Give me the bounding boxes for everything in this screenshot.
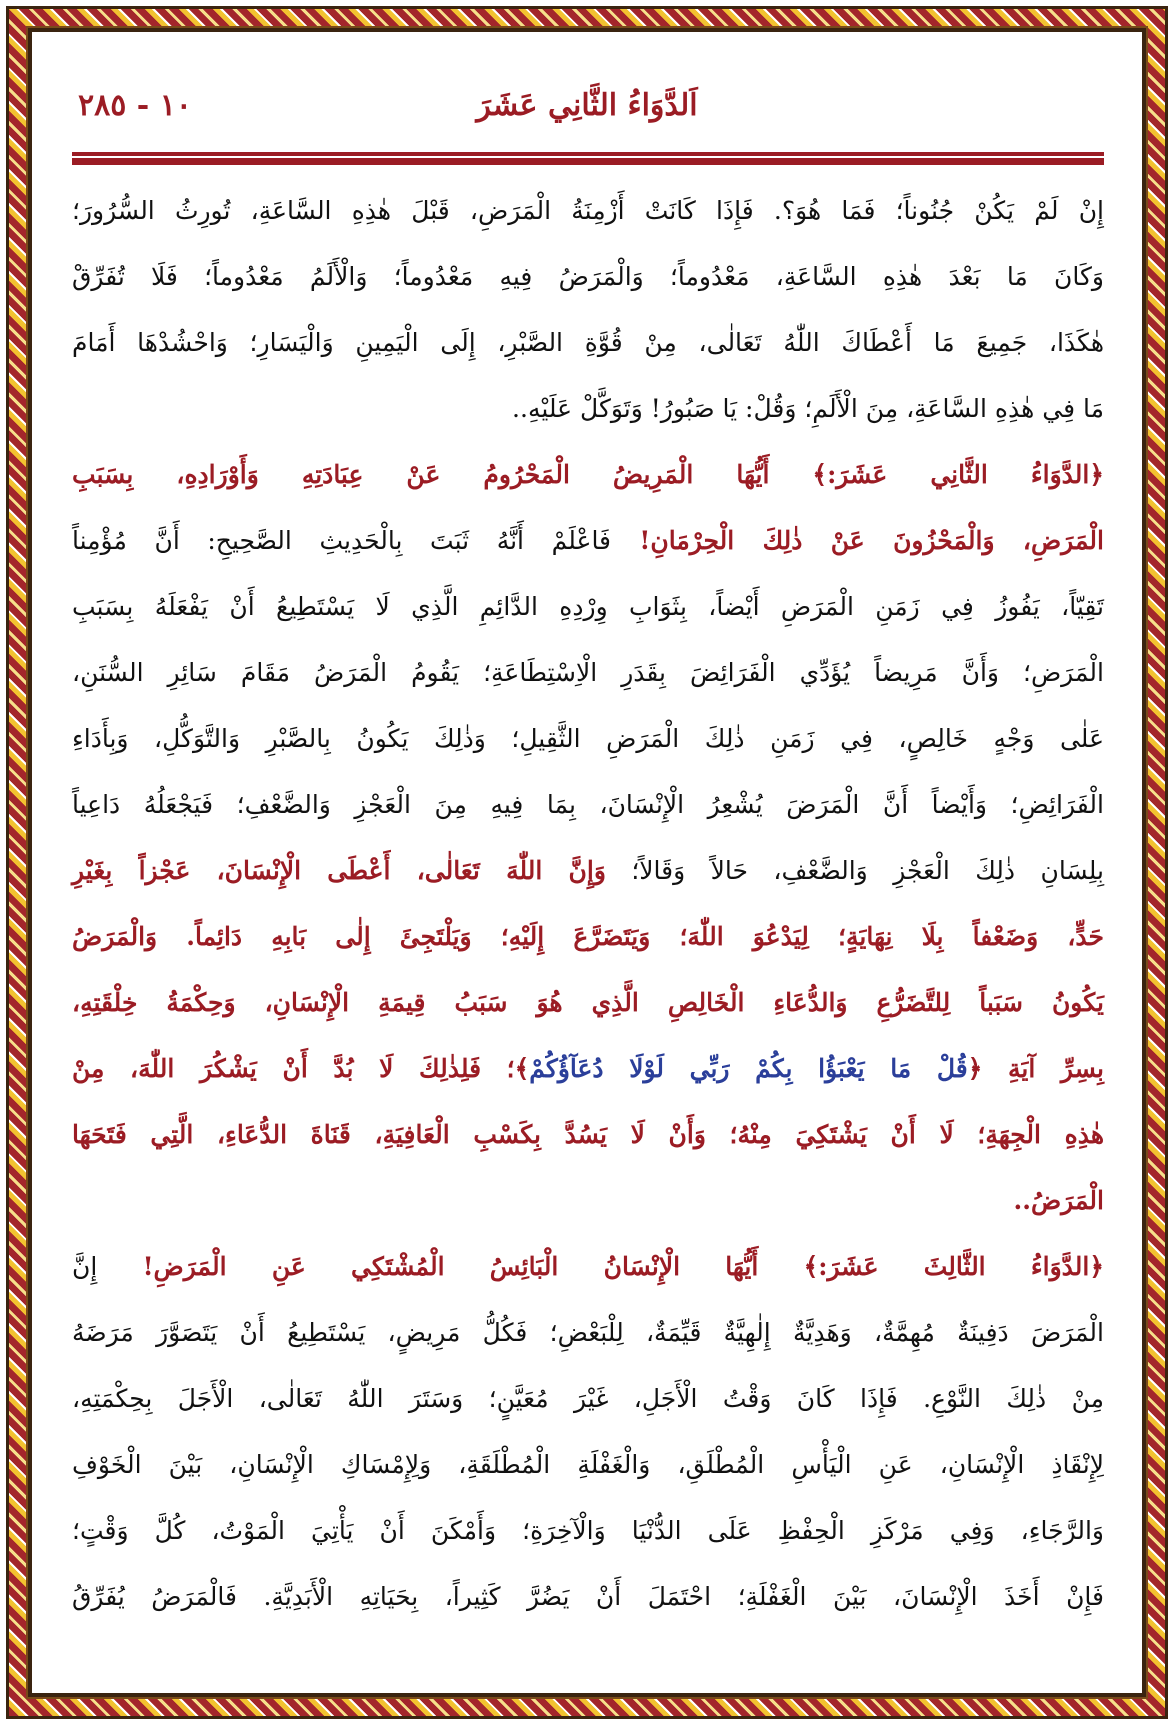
highlighted-text: وَإِنَّ اللّٰهَ تَعَالٰى، أَعْطَى الْإِنْسَانَ، عَجْزاً بِغَيْرِ (72, 856, 606, 885)
text-segment: فَاعْلَمْ أَنَّهُ ثَبَتَ بِالْحَدِيثِ الصَّحِيحِ: أَنَّ مُؤْمِناً (72, 526, 612, 555)
highlighted-text: هٰذِهِ الْجِهَةِ؛ لَا أَنْ يَشْتَكِيَ مِنْهُ؛ وَأَنْ لَا يَسُدَّ بِكَسْبِ الْعَافِيَةِ، قَنَاةَ الدُّعَاءِ، الَّتِي فَتَحَهَا (72, 1120, 1104, 1149)
text-segment: لِإِنْقَاذِ الْإِنْسَانِ، عَنِ الْيَأْسِ الْمُطْلَقِ، وَالْغَفْلَةِ الْمُطْلَقَةِ، وَلِإِمْسَاكِ الْإِنْسَانِ، بَيْنَ الْخَوْفِ (72, 1450, 1104, 1479)
text-line (72, 848, 1104, 914)
text-line (72, 980, 1104, 1046)
text-line (72, 1178, 1104, 1244)
text-segment: مِنْ ذٰلِكَ النَّوْعِ. فَإِذَا كَانَ وَقْتُ الْأَجَلِ، غَيْرَ مُعَيَّنٍ؛ وَسَتَرَ اللّٰهُ تَعَالٰى، الْأَجَلَ بِحِكْمَتِهِ، (72, 1384, 1104, 1413)
highlighted-text: حَدٍّ، وَضَعْفاً بِلَا نِهَايَةٍ؛ لِيَدْعُوَ اللّٰهَ؛ وَيَتَضَرَّعَ إِلَيْهِ؛ وَيَلْتَجِئَ إِلٰى بَابِهِ دَائِماً. وَالْمَرَضُ (72, 922, 1104, 951)
quran-verse: قُلْ مَا يَعْبَؤُا بِكُمْ رَبِّي لَوْلَا دُعَآؤُكُمْ (529, 1054, 968, 1083)
header-rule-thin (72, 152, 1104, 156)
text-line (72, 1046, 1104, 1112)
text-segment: مَا فِي هٰذِهِ السَّاعَةِ، مِنَ الْأَلَمِ؛ وَقُلْ: يَا صَبُورُ! وَتَوَكَّلْ عَلَيْهِ.. (512, 394, 1104, 423)
highlighted-text: ﴿الدَّوَاءُ الثَّانِي عَشَرَ:﴾ أَيُّهَا الْمَرِيضُ الْمَحْرُومُ عَنْ عِبَادَتِهِ وَأَوْرَادِهِ، بِسَبَبِ (72, 460, 1104, 489)
text-segment: بِلِسَانِ ذٰلِكَ الْعَجْزِ وَالضَّعْفِ، حَالاً وَقَالاً؛ (605, 856, 1104, 885)
text-line (72, 1574, 1104, 1640)
text-line (72, 914, 1104, 980)
text-line (72, 188, 1104, 254)
highlighted-text: يَكُونُ سَبَباً لِلتَّضَرُّعِ وَالدُّعَاءِ الْخَالِصِ الَّذِي هُوَ سَبَبُ قِيمَةِ الْإِنْسَانِ، وَحِكْمَةُ خِلْقَتِهِ، (72, 988, 1104, 1017)
text-line (72, 386, 1104, 452)
text-line (72, 1244, 1104, 1310)
text-segment: فَإِنْ أَخَذَ الْإِنْسَانَ، بَيْنَ الْغَفْلَةِ؛ احْتَمَلَ أَنْ يَضُرَّ كَثِيراً، بِحَيَاتِهِ الْأَبَدِيَّةِ. فَالْمَرَضُ يُفَرِّقُ (72, 1582, 1104, 1611)
text-segment: وَكَانَ مَا بَعْدَ هٰذِهِ السَّاعَةِ، مَعْدُوماً؛ وَالْمَرَضُ فِيهِ مَعْدُوماً؛ وَالْأَلَمُ مَعْدُوماً؛ فَلَا تُفَرِّقْ (72, 262, 1104, 291)
text-line (72, 1376, 1104, 1442)
text-line (72, 452, 1104, 518)
header-rule-thick (72, 158, 1104, 165)
text-line (72, 716, 1104, 782)
text-line (72, 782, 1104, 848)
text-line (72, 1112, 1104, 1178)
text-segment: الْمَرَضِ؛ وَأَنَّ مَرِيضاً يُؤَدِّي الْفَرَائِضَ بِقَدَرِ الْاِسْتِطَاعَةِ؛ يَقُومُ الْمَرَضُ مَقَامَ سَائِرِ السُّنَنِ، (72, 658, 1104, 687)
highlighted-text: بِسِرِّ آيَةِ ﴿ (967, 1054, 1104, 1083)
page-title: اَلدَّوَاءُ الثَّانِي عَشَرَ (476, 88, 698, 123)
body-text (72, 188, 1104, 1640)
text-line (72, 1508, 1104, 1574)
highlighted-text: ﴾؛ فَلِذٰلِكَ لَا بُدَّ أَنْ يَشْكُرَ اللّٰهَ، مِنْ (72, 1054, 530, 1083)
text-segment: تَقِيّاً، يَفُوزُ فِي زَمَنِ الْمَرَضِ أَيْضاً، بِثَوَابِ وِرْدِهِ الدَّائِمِ الَّذِي لَا يَسْتَطِيعُ أَنْ يَفْعَلَهُ بِسَبَبِ (72, 592, 1104, 621)
text-segment: هٰكَذَا، جَمِيعَ مَا أَعْطَاكَ اللّٰهُ تَعَالٰى، مِنْ قُوَّةِ الصَّبْرِ، إِلَى الْيَمِينِ وَالْيَسَارِ؛ وَاحْشُدْهَا أَمَامَ (72, 328, 1104, 357)
text-line (72, 320, 1104, 386)
text-segment: إِنَّ (72, 1252, 98, 1281)
text-segment: الْمَرَضَ دَفِينَةٌ مُهِمَّةٌ، وَهَدِيَّةٌ إِلٰهِيَّةٌ قَيِّمَةٌ، لِلْبَعْضِ؛ فَكُلُّ مَرِيضٍ، يَسْتَطِيعُ أَنْ يَتَصَوَّرَ مَرَضَهُ (72, 1318, 1104, 1347)
text-line (72, 650, 1104, 716)
text-segment: إِنْ لَمْ يَكُنْ جُنُوناً؛ فَمَا هُوَ؟. فَإِذَا كَانَتْ أَزْمِنَةُ الْمَرَضِ، قَبْلَ هٰذِهِ السَّاعَةِ، تُورِثُ السُّرُورَ؛ (72, 196, 1104, 225)
text-line (72, 584, 1104, 650)
highlighted-text: ﴿الدَّوَاءُ الثَّالِثَ عَشَرَ:﴾ أَيُّهَا الْإِنْسَانُ الْبَائِسُ الْمُشْتَكِي عَنِ الْمَرَضِ! (97, 1252, 1104, 1281)
highlighted-text: الْمَرَضُ.. (1013, 1186, 1104, 1215)
page-header (70, 88, 1104, 138)
text-line (72, 1310, 1104, 1376)
text-segment: عَلٰى وَجْهٍ خَالِصٍ، فِي زَمَنِ ذٰلِكَ الْمَرَضِ الثَّقِيلِ؛ وَذٰلِكَ يَكُونُ بِالصَّبْرِ وَالتَّوَكُّلِ، وَبِأَدَاءِ (72, 724, 1104, 753)
highlighted-text: الْمَرَضِ، وَالْمَحْزُونَ عَنْ ذٰلِكَ الْحِرْمَانِ! (611, 526, 1104, 555)
text-line (72, 254, 1104, 320)
text-line (72, 1442, 1104, 1508)
page-number: ١٠ - ٢٨٥ (78, 88, 192, 123)
text-segment: وَالرَّجَاءِ، وَفِي مَرْكَزِ الْحِفْظِ عَلَى الدُّنْيَا وَالْآخِرَةِ؛ وَأَمْكَنَ أَنْ يَأْتِيَ الْمَوْتُ، كُلَّ وَقْتٍ؛ (72, 1516, 1104, 1545)
text-line (72, 518, 1104, 584)
text-segment: الْفَرَائِضِ؛ وَأَيْضاً أَنَّ الْمَرَضَ يُشْعِرُ الْإِنْسَانَ، بِمَا فِيهِ مِنَ الْعَجْزِ وَالضَّعْفِ؛ فَيَجْعَلُهُ دَاعِياً (72, 790, 1104, 819)
